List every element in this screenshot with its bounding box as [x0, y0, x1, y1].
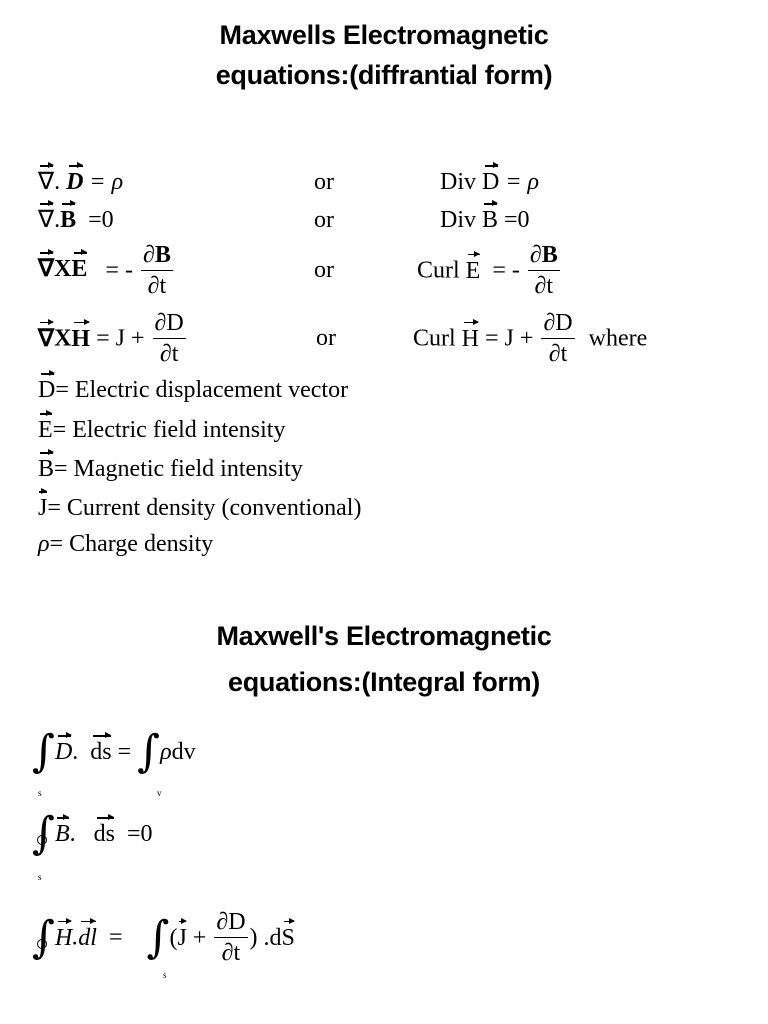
definition-row: D= Electric displacement vector — [38, 377, 349, 403]
eq1-or: or — [314, 169, 334, 195]
integral-eq2: ∫B. ds =0 — [32, 808, 153, 859]
eq1-right: Div D = ρ — [440, 169, 540, 195]
eq4-left: ∇XH = J + $\frac{\partial D}{\partial t}$ — [38, 310, 184, 367]
integral-eq1: ∫D. ds = ∫ρdv — [32, 726, 196, 777]
definition-row: B= Magnetic field intensity — [38, 456, 303, 482]
eq3-or: or — [314, 257, 334, 283]
eq3-right: Curl E = - $\frac{\partial B}{\partial t}$ — [417, 242, 558, 299]
integral-sub-s: s — [163, 970, 167, 980]
title-integral-line1: Maxwell's Electromagnetic — [216, 621, 552, 651]
cut-off-region — [0, 1002, 768, 1024]
integral-sign: ∫ — [32, 726, 55, 777]
title-differential-line2: equations:(diffrantial form) — [215, 60, 553, 90]
eq1-left: ∇. D = ρ — [38, 169, 124, 195]
closed-integral-sign: ∫ — [32, 911, 55, 963]
integral-sign: ∫ — [137, 726, 161, 777]
integral-sub-s: s — [38, 788, 42, 798]
integral-sub-v: v — [157, 788, 162, 798]
closed-integral-sign: ∫ — [32, 808, 55, 859]
eq2-left: ∇.B =0 — [38, 207, 114, 233]
eq4-or: or — [316, 325, 336, 351]
eq3-left: ∇XE = - $\frac{\partial B}{\partial t}$ — [38, 242, 171, 299]
definition-row: E= Electric field intensity — [38, 417, 286, 443]
definition-row: J= Current density (conventional) — [38, 495, 362, 521]
integral-sign: ∫ — [146, 911, 170, 963]
eq4-right: Curl H = J + $\frac{\partial D}{\partial t}$ where — [413, 310, 648, 367]
definition-row: ρ= Charge density — [38, 531, 214, 557]
title-differential-line1: Maxwells Electromagnetic — [219, 20, 549, 50]
title-integral-line2: equations:(Integral form) — [227, 667, 540, 697]
eq2-or: or — [314, 207, 334, 233]
eq2-right: Div B =0 — [440, 207, 530, 233]
integral-eq3: ∫H.dl = ∫(J + $\frac{\partial D}{\partial t}$ ) .dS — [32, 909, 295, 966]
integral-sub-s: s — [38, 872, 42, 882]
